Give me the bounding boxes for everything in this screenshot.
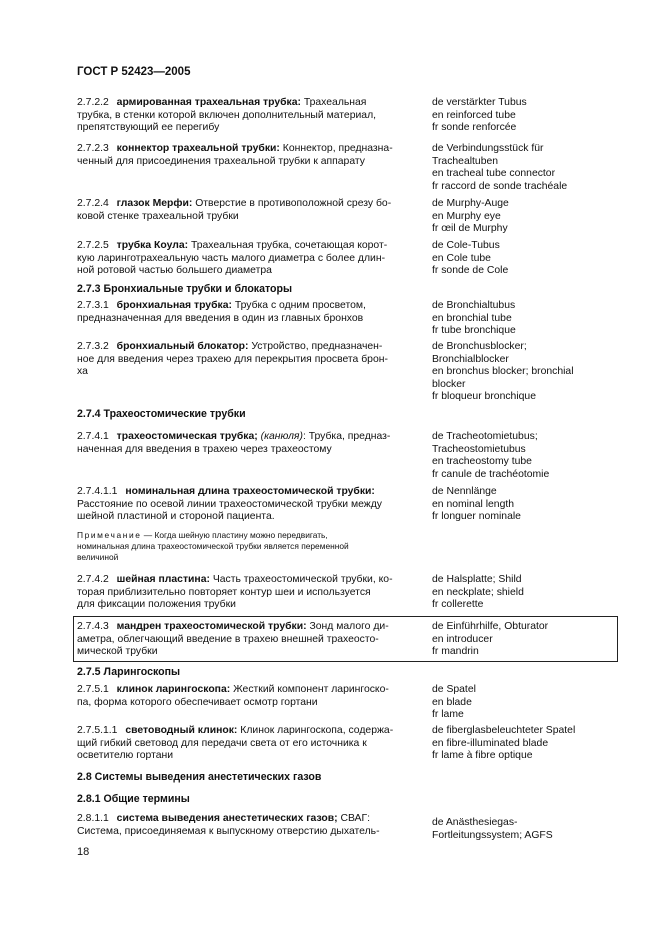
- entry-def-start: Отверстие в противоположной срезу бо-: [195, 198, 392, 209]
- entry-definition: [77, 725, 410, 763]
- entry-number: 2.7.4.3: [77, 621, 109, 632]
- translation-en: en bronchus blocker; bronchial: [432, 366, 574, 378]
- entry-def-start: СВАГ:: [340, 813, 371, 824]
- translation-fr: fr longuer nominale: [432, 511, 521, 523]
- entry-definition: [77, 240, 410, 278]
- translation-de: de fiberglasbeleuchteter Spatel: [432, 725, 576, 736]
- entry-translations: [432, 143, 622, 193]
- translation-de: de Tracheotomietubus;: [432, 431, 538, 442]
- translation-de-cont: Bronchialblocker: [432, 353, 509, 365]
- entry-def-start: Устройство, предназначен-: [251, 341, 383, 352]
- entry-definition: [77, 341, 410, 379]
- translation-en: en tracheal tube connector: [432, 168, 556, 180]
- entry-translations: [432, 431, 622, 481]
- entry-def-line: осветителю гортани: [77, 750, 174, 762]
- translation-de: de verstärkter Tubus: [432, 97, 527, 108]
- translation-de: de Murphy-Auge: [432, 198, 509, 209]
- entry-definition: [77, 574, 410, 612]
- translation-en: en bronchial tube: [432, 312, 512, 324]
- entry-def-line: трубка, в стенки которой включен дополнительный материал,: [77, 109, 377, 121]
- entry-def-line: для фиксации положения трубки: [77, 599, 236, 611]
- section-heading: 2.8 Системы выведения анестетических газов: [77, 771, 322, 783]
- entry-number: 2.7.2.2: [77, 97, 109, 108]
- entry-translations: [432, 486, 622, 524]
- entry-term: клинок ларингоскопа:: [116, 684, 231, 695]
- entry-def-start: Жесткий компонент ларингоско-: [233, 684, 389, 695]
- entry-term: номинальная длина трахеостомической трубки:: [125, 486, 375, 497]
- entry-def-start: Трубка с одним просветом,: [234, 300, 366, 311]
- entry-def-line: мической трубки: [77, 646, 158, 658]
- translation-en-cont: blocker: [432, 378, 466, 390]
- translation-fr: fr tube bronchique: [432, 325, 516, 337]
- entry-number: 2.7.2.3: [77, 143, 109, 154]
- entry-def-line: щий гибкий световод для передачи света от его источника к: [77, 737, 367, 749]
- entry-number: 2.7.4.1: [77, 431, 109, 442]
- translation-en: en neckplate; shield: [432, 586, 524, 598]
- translation-en: en Cole tube: [432, 252, 491, 264]
- entry-translations: [432, 684, 622, 722]
- translation-de: de Verbindungsstück für: [432, 143, 544, 154]
- translation-de-cont: Tracheostomietubus: [432, 443, 526, 455]
- translation-en: en tracheostomy tube: [432, 456, 532, 468]
- entry-def-start: Трахеальная: [303, 97, 367, 108]
- translation-de-cont: Trachealtuben: [432, 155, 499, 167]
- translation-fr: fr mandrin: [432, 646, 479, 658]
- entry-def-line: предназначенная для введения в один из главных бронхов: [77, 312, 364, 324]
- translation-fr: fr sonde renforcée: [432, 122, 517, 134]
- entry-def-line: па, форма которого обеспечивает осмотр гортани: [77, 696, 318, 708]
- translation-en: en Murphy eye: [432, 210, 501, 222]
- note-block: [77, 530, 412, 563]
- entry-def-line: кую ларинготрахеальную часть малого диаметра с более длин-: [77, 252, 386, 264]
- translation-de-cont: Fortleitungssystem; AGFS: [432, 829, 553, 841]
- note-text: — Когда шейную пластину можно передвигать,: [141, 530, 328, 540]
- translation-de: de Halsplatte; Shild: [432, 574, 522, 585]
- entry-number: 2.7.4.1.1: [77, 486, 118, 497]
- entry-def-line: Расстояние по осевой линии трахеостомической трубки между: [77, 498, 383, 510]
- entry-translations: [432, 240, 622, 278]
- entry-def-line: ха: [77, 366, 88, 378]
- entry-term: мандрен трахеостомической трубки:: [116, 621, 307, 632]
- translation-en: en reinforced tube: [432, 109, 516, 121]
- translation-fr: fr canule de trachéotomie: [432, 468, 550, 480]
- entry-def-line: Система, присоединяемая к выпускному отверстию дыхатель-: [77, 825, 380, 837]
- entry-term: шейная пластина:: [116, 574, 210, 585]
- entry-def-line: ковой стенке трахеальной трубки: [77, 210, 239, 222]
- entry-term: глазок Мерфи:: [116, 198, 193, 209]
- entry-translations: [432, 300, 622, 338]
- entry-definition: [77, 813, 410, 838]
- entry-def-line: шейной пластиной и стороной пациента.: [77, 511, 275, 523]
- note-line: величиной: [77, 552, 119, 562]
- entry-def-line: торая приблизительно повторяет контур шеи и используется: [77, 586, 371, 598]
- entry-definition: [77, 431, 410, 456]
- translation-de: de Bronchusblocker;: [432, 341, 527, 352]
- entry-number: 2.7.3.2: [77, 341, 109, 352]
- entry-def-line: ченный для присоединения трахеальной трубки к аппарату: [77, 155, 365, 167]
- note-line: номинальная длина трахеостомической трубки является переменной: [77, 541, 349, 551]
- entry-def-line: наченная для введения в трахею через трахеостому: [77, 443, 332, 455]
- entry-number: 2.7.4.2: [77, 574, 109, 585]
- translation-de: de Spatel: [432, 684, 476, 695]
- entry-definition: [77, 300, 410, 325]
- entry-number: 2.7.2.4: [77, 198, 109, 209]
- translation-de: de Einführhilfe, Obturator: [432, 621, 549, 632]
- entry-number: 2.7.5.1.1: [77, 725, 118, 736]
- entry-translations: [432, 621, 622, 659]
- entry-term: световодный клинок:: [125, 725, 238, 736]
- entry-def-start: Трахеальная трубка, сочетающая корот-: [190, 240, 388, 251]
- entry-term: бронхиальный блокатор:: [116, 341, 249, 352]
- entry-translations: [432, 574, 622, 612]
- entry-number: 2.8.1.1: [77, 813, 109, 824]
- entry-term: трахеостомическая трубка;: [116, 431, 258, 442]
- translation-fr: fr collerette: [432, 599, 484, 611]
- translation-en: en fibre-illuminated blade: [432, 737, 549, 749]
- entry-number: 2.7.5.1: [77, 684, 109, 695]
- entry-def-start: Коннектор, предназна-: [282, 143, 393, 154]
- entry-def-line: препятствующий ее перегибу: [77, 122, 220, 134]
- entry-def-line: аметра, облегчающий введение в трахею внешней трахеосто-: [77, 633, 379, 645]
- entry-translations: [432, 341, 622, 404]
- translation-en: en introducer: [432, 633, 493, 645]
- entry-definition: [77, 198, 410, 223]
- entry-def-line: ное для введения через трахею для перекрытия просвета брон-: [77, 353, 388, 365]
- translation-de: de Nennlänge: [432, 486, 497, 497]
- entry-def-start: Клинок ларингоскопа, содержа-: [240, 725, 394, 736]
- entry-translations: [432, 97, 622, 135]
- entry-def-line: ной ротовой частью большего диаметра: [77, 265, 272, 277]
- translation-fr: fr bloqueur bronchique: [432, 391, 536, 403]
- entry-term: трубка Коула:: [116, 240, 189, 251]
- entry-term: бронхиальная трубка:: [116, 300, 232, 311]
- entry-definition: [77, 486, 410, 524]
- entry-definition: [77, 143, 410, 168]
- section-heading: 2.8.1 Общие термины: [77, 793, 190, 805]
- page-number: 18: [77, 846, 90, 858]
- translation-de: de Cole-Tubus: [432, 240, 500, 251]
- entry-term: армированная трахеальная трубка:: [116, 97, 301, 108]
- document-header: ГОСТ Р 52423—2005: [77, 66, 191, 78]
- translation-fr: fr raccord de sonde trachéale: [432, 180, 568, 192]
- section-heading: 2.7.5 Ларингоскопы: [77, 666, 181, 678]
- section-heading: 2.7.4 Трахеостомические трубки: [77, 408, 246, 420]
- entry-number: 2.7.2.5: [77, 240, 109, 251]
- translation-de: de Bronchialtubus: [432, 300, 516, 311]
- entry-translations: [432, 725, 622, 763]
- entry-definition: [77, 97, 410, 135]
- translation-fr: fr sonde de Cole: [432, 265, 509, 277]
- note-label: Примечание: [77, 530, 142, 540]
- entry-term: система выведения анестетических газов;: [116, 813, 338, 824]
- entry-translations: [432, 198, 622, 236]
- translation-de: de Anästhesiegas-: [432, 817, 518, 828]
- translation-en: en blade: [432, 696, 472, 708]
- translation-fr: fr lame: [432, 709, 464, 721]
- entry-translations: [432, 813, 622, 842]
- entry-number: 2.7.3.1: [77, 300, 109, 311]
- entry-definition: [77, 684, 410, 709]
- entry-synonym: (канюля): [260, 431, 303, 442]
- entry-def-start: Зонд малого ди-: [309, 621, 389, 632]
- entry-def-start: : Трубка, предназ-: [302, 431, 391, 442]
- translation-en: en nominal length: [432, 498, 515, 510]
- entry-definition: [77, 621, 410, 659]
- translation-fr: fr œil de Murphy: [432, 223, 508, 235]
- translation-fr: fr lame à fibre optique: [432, 750, 533, 762]
- section-heading: 2.7.3 Бронхиальные трубки и блокаторы: [77, 283, 293, 295]
- entry-term: коннектор трахеальной трубки:: [116, 143, 280, 154]
- entry-def-start: Часть трахеостомической трубки, ко-: [212, 574, 393, 585]
